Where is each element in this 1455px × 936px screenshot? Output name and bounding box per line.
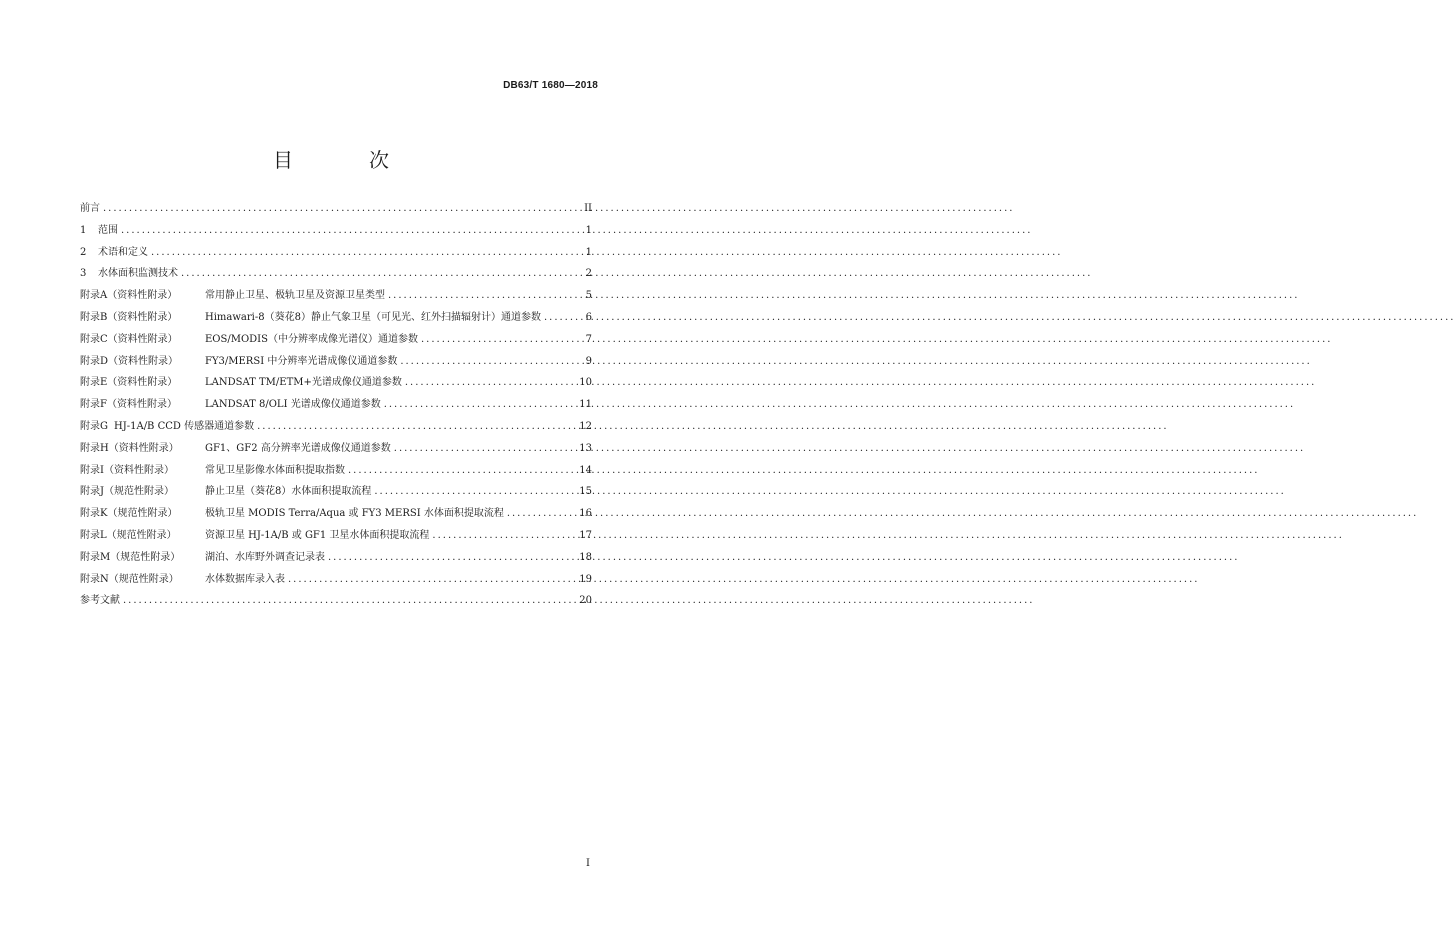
toc-entry-page: 9 (585, 355, 592, 367)
toc-entry-page: 6 (585, 311, 592, 323)
dot-leader (384, 394, 577, 416)
toc-entry-label (80, 438, 391, 460)
toc-entry-title: LANDSAT TM/ETM+光谱成像仪通道参数 (205, 377, 402, 389)
toc-entry-page: 16 (579, 508, 592, 520)
dot-leader (432, 525, 576, 547)
toc-entry-title: 常见卫星影像水体面积提取指数 (205, 464, 345, 476)
toc-entry[interactable] (80, 547, 592, 569)
toc-entry-title: Himawari-8（葵花8）静止气象卫星（可见光、红外扫描辐射计）通道参数 (205, 311, 541, 323)
toc-entry-page: 5 (585, 290, 592, 302)
toc-entry-page: 19 (579, 573, 592, 585)
toc-entry-page: 18 (579, 551, 592, 563)
toc-entry-label (80, 590, 120, 612)
toc-entry-number: 附录I（资料性附录） (80, 464, 174, 476)
toc-entry-label (80, 460, 345, 482)
toc-entry-page: 10 (579, 377, 592, 389)
toc-entry-number: 附录N（规范性附录） (80, 573, 179, 585)
dot-leader (257, 416, 576, 438)
toc-entry-page: 11 (579, 399, 592, 411)
toc-entry-label (80, 263, 178, 285)
toc-entry-title: 范围 (98, 224, 118, 236)
dot-leader (421, 329, 579, 351)
toc-entry-title: FY3/MERSI 中分辨率光谱成像仪通道参数 (205, 355, 398, 367)
toc-entry-title: 湖泊、水库野外调查记录表 (205, 551, 325, 563)
toc-entry-label (80, 351, 397, 373)
toc-entry-number: 附录G (80, 420, 108, 432)
dot-leader (328, 547, 576, 569)
dot-leader (181, 263, 579, 285)
toc-entry-title: 极轨卫星 MODIS Terra/Aqua 或 FY3 MERSI 水体面积提取流程 (205, 508, 504, 520)
toc-entry-label (80, 525, 429, 547)
toc-entry-title: 前言 (80, 203, 100, 214)
toc-entry-number: 附录L（规范性附录） (80, 529, 177, 541)
toc-entry-number: 2 (80, 246, 87, 258)
dot-leader (103, 198, 579, 220)
toc-entry[interactable] (80, 569, 592, 591)
toc-entry-number: 1 (80, 224, 87, 236)
toc-entry-title: LANDSAT 8/OLI 光谱成像仪通道参数 (205, 399, 381, 411)
dot-leader (374, 481, 576, 503)
toc-entry-label (80, 394, 381, 416)
dot-leader (151, 242, 579, 264)
toc-entry-number: 3 (80, 268, 87, 280)
toc-entry-label (80, 569, 285, 591)
toc-entry-title: 资源卫星 HJ-1A/B 或 GF1 卫星水体面积提取流程 (205, 529, 430, 541)
toc-entry[interactable] (80, 285, 592, 307)
toc-entry-label (80, 372, 402, 394)
toc-entry-number: 附录D（资料性附录） (80, 355, 179, 367)
toc-entry-number: 附录C（资料性附录） (80, 333, 178, 345)
toc-entry[interactable] (80, 242, 592, 264)
toc-entry[interactable] (80, 438, 592, 460)
toc-entry[interactable] (80, 351, 592, 373)
toc-entry-label (80, 285, 385, 307)
toc-entry-label (80, 198, 100, 220)
toc-entry-number: 附录B（资料性附录） (80, 311, 178, 323)
toc-entry-label (80, 329, 418, 351)
toc-entry[interactable] (80, 525, 592, 547)
toc-entry-title: 术语和定义 (98, 246, 148, 258)
toc-entry-page: 14 (579, 464, 592, 476)
toc-entry-label (80, 503, 504, 525)
toc-entry-title: 常用静止卫星、极轨卫星及资源卫星类型 (205, 290, 385, 302)
document-code: DB63/T 1680—2018 (503, 80, 598, 91)
toc-entry-number: 附录J（规范性附录） (80, 486, 175, 498)
dot-leader (544, 307, 579, 329)
toc-entry-number: 附录M（规范性附录） (80, 551, 181, 563)
toc-entry[interactable] (80, 372, 592, 394)
toc-entry[interactable] (80, 460, 592, 482)
page-number: I (586, 858, 590, 869)
toc-entry-number: 附录A（资料性附录） (80, 290, 178, 302)
dot-leader (400, 351, 579, 373)
toc-entry[interactable] (80, 307, 592, 329)
toc-entry-title: 参考文献 (80, 595, 120, 607)
page-title: 目 次 (273, 148, 417, 172)
toc-entry-label (80, 307, 541, 329)
toc-entry-page: 15 (579, 486, 592, 498)
dot-leader (388, 285, 579, 307)
toc-entry-page: 12 (579, 420, 592, 432)
toc-entry[interactable] (80, 416, 592, 438)
toc-entry-title: 静止卫星（葵花8）水体面积提取流程 (205, 486, 372, 498)
toc-entry-page: 13 (579, 442, 592, 454)
toc-entry-label (80, 242, 148, 264)
toc-entry-number: 附录F（资料性附录） (80, 399, 177, 411)
toc-entry-page: 17 (579, 529, 592, 541)
toc-entry[interactable] (80, 198, 592, 220)
toc-entry[interactable] (80, 503, 592, 525)
dot-leader (121, 220, 579, 242)
toc-entry-page: 1 (585, 224, 592, 236)
dot-leader (405, 372, 576, 394)
toc-entry-page: 7 (585, 333, 592, 345)
dot-leader (394, 438, 577, 460)
table-of-contents (80, 198, 592, 612)
toc-entry-title: HJ-1A/B CCD 传感器通道参数 (114, 420, 255, 432)
toc-entry-number: 附录K（规范性附录） (80, 508, 178, 520)
toc-entry[interactable] (80, 329, 592, 351)
toc-entry-title: 水体数据库录入表 (205, 573, 285, 585)
toc-entry-title: GF1、GF2 高分辨率光谱成像仪通道参数 (205, 442, 391, 454)
toc-entry-label (80, 547, 325, 569)
dot-leader (348, 460, 576, 482)
toc-entry-label (80, 220, 118, 242)
toc-entry[interactable] (80, 590, 592, 612)
dot-leader (288, 569, 576, 591)
toc-entry[interactable] (80, 263, 592, 285)
dot-leader (507, 503, 576, 525)
toc-entry-page: 2 (585, 268, 592, 280)
toc-entry-number: 附录H（资料性附录） (80, 442, 179, 454)
toc-entry-page: II (584, 203, 592, 214)
dot-leader (123, 590, 576, 612)
toc-entry-label (80, 416, 254, 438)
toc-entry-title: 水体面积监测技术 (98, 268, 178, 280)
toc-entry-number: 附录E（资料性附录） (80, 377, 178, 389)
toc-entry-page: 1 (585, 246, 592, 258)
toc-entry[interactable] (80, 481, 592, 503)
toc-entry[interactable] (80, 220, 592, 242)
toc-entry-page: 20 (579, 595, 592, 607)
toc-entry[interactable] (80, 394, 592, 416)
toc-entry-title: EOS/MODIS（中分辨率成像光谱仪）通道参数 (205, 333, 418, 345)
toc-entry-label (80, 481, 371, 503)
